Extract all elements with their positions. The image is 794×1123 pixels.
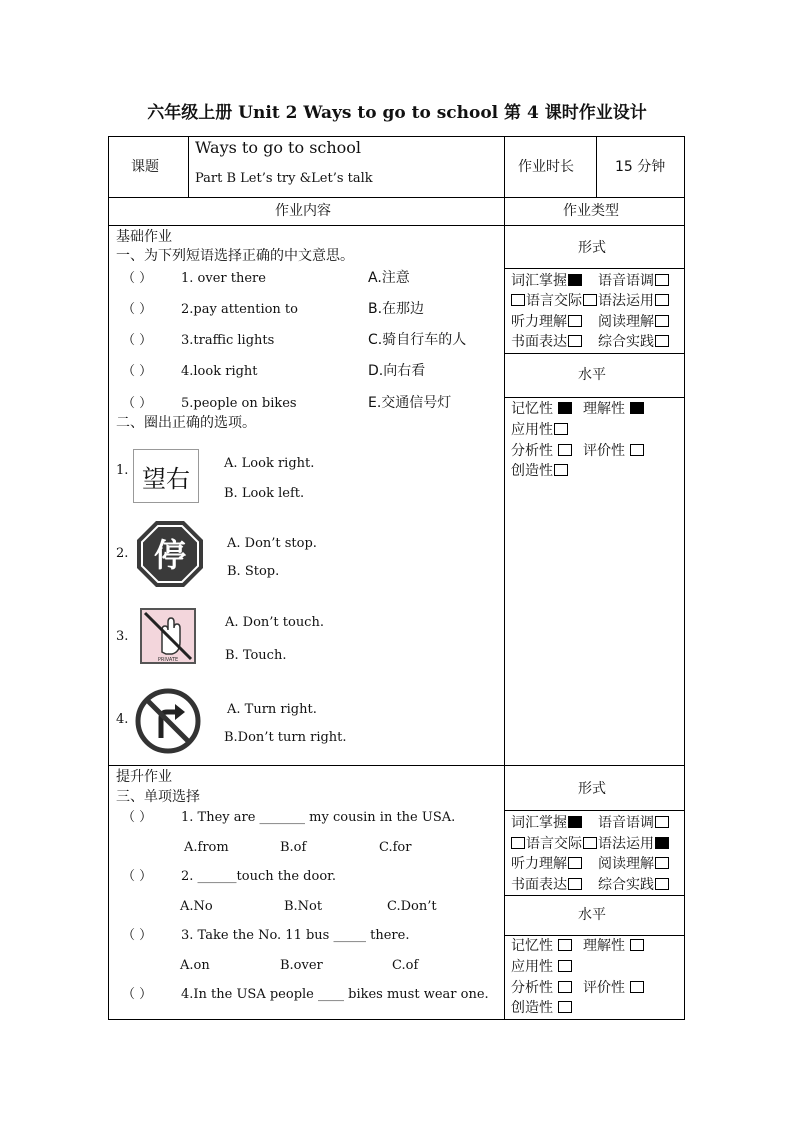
- checkbox-checked-icon: [568, 274, 582, 286]
- phrase-item: 3.traffic lights: [181, 333, 275, 348]
- form-option: 语法运用: [598, 292, 669, 310]
- q3-option-b: B.over: [280, 958, 323, 973]
- form-option: 综合实践: [598, 333, 669, 351]
- checkbox-icon: [568, 878, 582, 890]
- q1-option-b: B.of: [280, 840, 307, 855]
- question-2: 2. ______touch the door.: [181, 869, 337, 884]
- checkbox-icon: [558, 1001, 572, 1013]
- level-option: 分析性: [511, 979, 572, 997]
- checkbox-icon: [558, 939, 572, 951]
- q1-option-c: C.for: [379, 840, 412, 855]
- checkbox-checked-icon: [655, 837, 669, 849]
- duration-value: 15 分钟: [615, 159, 666, 175]
- part1-instruction: 一、为下列短语选择正确的中文意思。: [116, 248, 354, 264]
- meaning-option: C.骑自行车的人: [368, 332, 467, 348]
- checkbox-icon: [568, 857, 582, 869]
- question-4: 4.In the USA people ____ bikes must wear one.: [181, 987, 489, 1002]
- level-label: 水平: [578, 907, 606, 923]
- checkbox-icon: [511, 294, 525, 306]
- form-option-checked: 词汇掌握: [511, 272, 582, 290]
- q3-option-c: C.of: [392, 958, 419, 973]
- checkbox-icon: [655, 857, 669, 869]
- meaning-option: A.注意: [368, 270, 410, 286]
- form-option-checked: 词汇掌握: [511, 814, 582, 832]
- option-b: B. Look left.: [224, 486, 305, 501]
- q2-option-c: C.Don’t: [387, 899, 437, 914]
- no-right-turn-sign-icon: [135, 688, 201, 754]
- page-title: 六年级上册 Unit 2 Ways to go to school 第 4 课时作业设计: [147, 103, 647, 123]
- level-option: 理解性: [583, 937, 644, 955]
- option-b: B.Don’t turn right.: [224, 730, 347, 745]
- look-right-sign-icon: 望右: [133, 449, 199, 503]
- topic-title: Ways to go to school: [195, 138, 362, 157]
- answer-paren: （ ）: [122, 396, 153, 411]
- checkbox-checked-icon: [568, 816, 582, 828]
- checkbox-icon: [511, 837, 525, 849]
- checkbox-icon: [655, 878, 669, 890]
- topic-subtitle: Part B Let’s try &Let’s talk: [195, 171, 373, 186]
- sign-number: 1.: [116, 463, 129, 478]
- no-touch-sign-icon: [140, 608, 196, 664]
- answer-paren: （ ）: [122, 987, 153, 1002]
- option-a: A. Don’t touch.: [225, 615, 324, 630]
- level-option: 应用性: [511, 958, 572, 976]
- form-option: 听力理解: [511, 855, 582, 873]
- checkbox-checked-icon: [630, 402, 644, 414]
- type-header: 作业类型: [563, 203, 619, 219]
- form-option: 语言交际: [511, 292, 597, 310]
- checkbox-icon: [554, 464, 568, 476]
- sign-number: 3.: [116, 629, 129, 644]
- form-option: 书面表达: [511, 333, 582, 351]
- question-3: 3. Take the No. 11 bus _____ there.: [181, 928, 410, 943]
- answer-paren: （ ）: [122, 302, 153, 317]
- question-1: 1. They are _______ my cousin in the USA.: [181, 810, 456, 825]
- advanced-heading: 提升作业: [116, 769, 172, 785]
- checkbox-icon: [630, 939, 644, 951]
- checkbox-icon: [630, 444, 644, 456]
- form-option-checked: 语法运用: [598, 835, 669, 853]
- topic-label: 课题: [131, 159, 159, 175]
- option-b: B. Touch.: [225, 648, 287, 663]
- checkbox-icon: [558, 444, 572, 456]
- option-a: A. Don’t stop.: [227, 536, 317, 551]
- part2-instruction: 二、圈出正确的选项。: [116, 415, 256, 431]
- duration-label: 作业时长: [518, 159, 574, 175]
- checkbox-icon: [655, 294, 669, 306]
- phrase-item: 1. over there: [181, 271, 266, 286]
- q2-option-b: B.Not: [284, 899, 323, 914]
- level-option: 应用性: [511, 421, 568, 439]
- level-option-checked: 理解性: [583, 400, 644, 418]
- content-header: 作业内容: [275, 203, 331, 219]
- q2-option-a: A.No: [180, 899, 213, 914]
- answer-paren: （ ）: [122, 928, 153, 943]
- option-b: B. Stop.: [227, 564, 280, 579]
- level-option: 评价性: [583, 979, 644, 997]
- sign-number: 4.: [116, 712, 129, 727]
- q3-option-a: A.on: [180, 958, 210, 973]
- sign-number: 2.: [116, 546, 129, 561]
- checkbox-icon: [655, 274, 669, 286]
- form-option: 语音语调: [598, 272, 669, 290]
- checkbox-icon: [568, 335, 582, 347]
- level-option: 分析性: [511, 442, 572, 460]
- svg-text:停: 停: [153, 536, 187, 574]
- basic-heading: 基础作业: [116, 229, 172, 245]
- checkbox-icon: [630, 981, 644, 993]
- form-option: 阅读理解: [598, 313, 669, 331]
- form-option: 阅读理解: [598, 855, 669, 873]
- checkbox-icon: [558, 960, 572, 972]
- meaning-option: D.向右看: [368, 363, 426, 379]
- form-label: 形式: [578, 781, 606, 797]
- form-option: 书面表达: [511, 876, 582, 894]
- form-option: 听力理解: [511, 313, 582, 331]
- answer-paren: （ ）: [122, 271, 153, 286]
- answer-paren: （ ）: [122, 869, 153, 884]
- checkbox-icon: [558, 981, 572, 993]
- meaning-option: E.交通信号灯: [368, 395, 452, 411]
- checkbox-icon: [655, 315, 669, 327]
- q1-option-a: A.from: [184, 840, 229, 855]
- checkbox-icon: [568, 315, 582, 327]
- phrase-item: 2.pay attention to: [181, 302, 298, 317]
- level-label: 水平: [578, 367, 606, 383]
- phrase-item: 5.people on bikes: [181, 396, 297, 411]
- level-option: 记忆性: [511, 937, 572, 955]
- level-option-checked: 记忆性: [511, 400, 572, 418]
- form-option: 语音语调: [598, 814, 669, 832]
- checkbox-icon: [583, 294, 597, 306]
- svg-text:PRIVATE: PRIVATE: [157, 657, 179, 663]
- checkbox-icon: [583, 837, 597, 849]
- form-option: 语言交际: [511, 835, 597, 853]
- stop-sign-icon: [135, 519, 205, 589]
- part3-instruction: 三、单项选择: [116, 789, 200, 805]
- checkbox-icon: [655, 816, 669, 828]
- checkbox-checked-icon: [558, 402, 572, 414]
- checkbox-icon: [554, 423, 568, 435]
- level-option: 创造性: [511, 999, 572, 1017]
- form-label: 形式: [578, 240, 606, 256]
- form-option: 综合实践: [598, 876, 669, 894]
- checkbox-icon: [655, 335, 669, 347]
- answer-paren: （ ）: [122, 364, 153, 379]
- meaning-option: B.在那边: [368, 301, 425, 317]
- option-a: A. Turn right.: [227, 702, 317, 717]
- phrase-item: 4.look right: [181, 364, 258, 379]
- answer-paren: （ ）: [122, 810, 153, 825]
- level-option: 创造性: [511, 462, 568, 480]
- answer-paren: （ ）: [122, 333, 153, 348]
- option-a: A. Look right.: [224, 456, 315, 471]
- level-option: 评价性: [583, 442, 644, 460]
